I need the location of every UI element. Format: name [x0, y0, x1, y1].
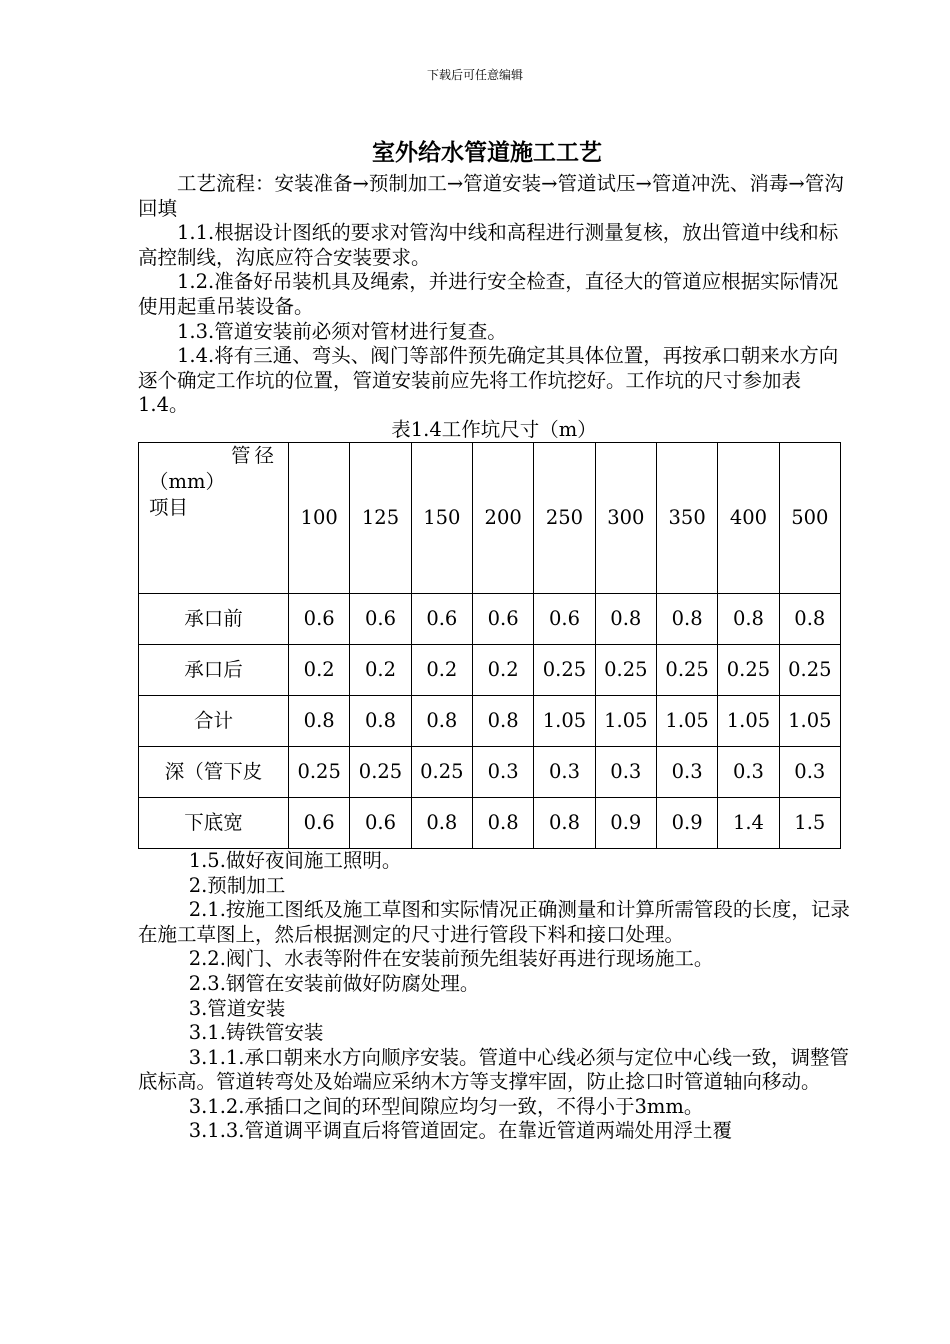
paragraph-1-3: 1.3.管道安装前必须对管材进行复查。 — [177, 319, 507, 343]
column-header: 100 — [289, 442, 350, 593]
table-cell: 1.05 — [595, 695, 656, 746]
table-cell: 1.05 — [718, 695, 779, 746]
table-cell: 0.25 — [534, 644, 595, 695]
paragraph-3-1-2: 3.1.2.承插口之间的环型间隙应均匀一致，不得小于3mm。 — [188, 1094, 704, 1118]
row-label: 下底宽 — [139, 797, 289, 848]
column-header: 200 — [472, 442, 533, 593]
table-cell: 1.05 — [779, 695, 840, 746]
table-cell: 0.8 — [779, 593, 840, 644]
table-row — [139, 797, 841, 848]
row-label: 深（管下皮 — [139, 746, 289, 797]
table-row — [139, 695, 841, 746]
table-cell: 0.8 — [595, 593, 656, 644]
table-cell: 0.3 — [534, 746, 595, 797]
table-cell: 0.25 — [779, 644, 840, 695]
table-cell: 1.4 — [718, 797, 779, 848]
table-row — [139, 593, 841, 644]
paragraph-1-2: 1.2.准备好吊装机具及绳索，并进行安全检查，直径大的管道应根据实际情况使用起重吊装设备。 — [138, 270, 839, 318]
process-flow-paragraph: 工艺流程：安装准备→预制加工→管道安装→管道试压→管道冲洗、消毒→管沟回填 — [138, 172, 844, 220]
table-cell: 0.6 — [472, 593, 533, 644]
table-cell: 0.25 — [656, 644, 717, 695]
table-cell: 0.2 — [350, 644, 411, 695]
paragraph-2-1: 2.1.按施工图纸及施工草图和实际情况正确测量和计算所需管段的长度，记录在施工草图上，然后根据测定的尺寸进行管段下料和接口处理。 — [138, 898, 850, 946]
paragraph-3-1-3: 3.1.3.管道调平调直后将管道固定。在靠近管道两端处用浮土覆 — [188, 1119, 733, 1143]
pit-size-table — [138, 442, 841, 849]
table-cell: 0.2 — [289, 644, 350, 695]
table-cell: 0.3 — [718, 746, 779, 797]
table-cell: 1.05 — [656, 695, 717, 746]
table-cell: 0.8 — [718, 593, 779, 644]
column-header: 250 — [534, 442, 595, 593]
table-cell: 0.6 — [534, 593, 595, 644]
table-cell: 0.9 — [595, 797, 656, 848]
paragraph-1-5: 1.5.做好夜间施工照明。 — [188, 848, 402, 872]
table-cell: 0.8 — [656, 593, 717, 644]
table-cell: 0.25 — [595, 644, 656, 695]
paragraph-2-2: 2.2.阀门、水表等附件在安装前预先组装好再进行现场施工。 — [188, 947, 714, 971]
table-cell: 0.2 — [411, 644, 472, 695]
column-header: 300 — [595, 442, 656, 593]
table-cell: 0.6 — [350, 593, 411, 644]
table-cell: 0.3 — [656, 746, 717, 797]
table-cell: 0.8 — [472, 695, 533, 746]
document-title: 室外给水管道施工工艺 — [372, 140, 602, 166]
corner-item-label: 项目 — [149, 495, 189, 519]
heading-3-1: 3.1.铸铁管安装 — [188, 1021, 324, 1045]
document-body — [138, 172, 850, 1144]
table-cell: 1.5 — [779, 797, 840, 848]
table-header-row — [139, 442, 841, 593]
corner-diameter-label: 管径 — [231, 443, 279, 467]
header-note: 下载后可任意编辑 — [426, 68, 523, 82]
table-cell: 0.25 — [411, 746, 472, 797]
paragraph-2-3: 2.3.钢管在安装前做好防腐处理。 — [188, 971, 480, 995]
table-cell: 0.6 — [289, 593, 350, 644]
column-header: 500 — [779, 442, 840, 593]
paragraph-1-4: 1.4.将有三通、弯头、阀门等部件预先确定其具体位置，再按承口朝来水方向逐个确定工作坑的位置，管道安装前应先将工作坑挖好。工作坑的尺寸参加表1.4。 — [138, 344, 839, 417]
table-cell: 0.8 — [350, 695, 411, 746]
table-cell: 0.8 — [472, 797, 533, 848]
column-header: 125 — [350, 442, 411, 593]
table-cell: 0.8 — [411, 695, 472, 746]
table-cell: 0.6 — [411, 593, 472, 644]
paragraph-1-1: 1.1.根据设计图纸的要求对管沟中线和高程进行测量复核，放出管道中线和标高控制线，沟底应符合安装要求。 — [138, 221, 839, 269]
paragraph-3-1-1: 3.1.1.承口朝来水方向顺序安装。管道中心线必须与定位中心线一致，调整管底标高。管道转弯处及始端应采纳木方等支撑牢固，防止捻口时管道轴向移动。 — [138, 1045, 850, 1094]
column-header: 350 — [656, 442, 717, 593]
row-label: 合计 — [139, 695, 289, 746]
table-cell: 0.6 — [289, 797, 350, 848]
table-cell: 0.25 — [718, 644, 779, 695]
column-header: 400 — [718, 442, 779, 593]
heading-3: 3.管道安装 — [188, 996, 286, 1020]
column-header: 150 — [411, 442, 472, 593]
table-cell: 0.6 — [350, 797, 411, 848]
table-cell: 0.25 — [350, 746, 411, 797]
row-label: 承口前 — [139, 593, 289, 644]
table-cell: 0.3 — [779, 746, 840, 797]
table-row — [139, 644, 841, 695]
table-cell: 0.8 — [289, 695, 350, 746]
table-cell: 0.25 — [289, 746, 350, 797]
table-caption: 表1.4工作坑尺寸（m） — [391, 417, 597, 441]
corner-unit-label: （mm） — [149, 469, 225, 493]
row-label: 承口后 — [139, 644, 289, 695]
table-row — [139, 746, 841, 797]
table-cell: 0.8 — [534, 797, 595, 848]
table-cell: 0.2 — [472, 644, 533, 695]
heading-2: 2.预制加工 — [188, 873, 286, 897]
table-cell: 0.3 — [472, 746, 533, 797]
table-cell: 0.9 — [656, 797, 717, 848]
table-corner-cell — [139, 442, 289, 593]
table-cell: 0.3 — [595, 746, 656, 797]
table-cell: 1.05 — [534, 695, 595, 746]
table-cell: 0.8 — [411, 797, 472, 848]
